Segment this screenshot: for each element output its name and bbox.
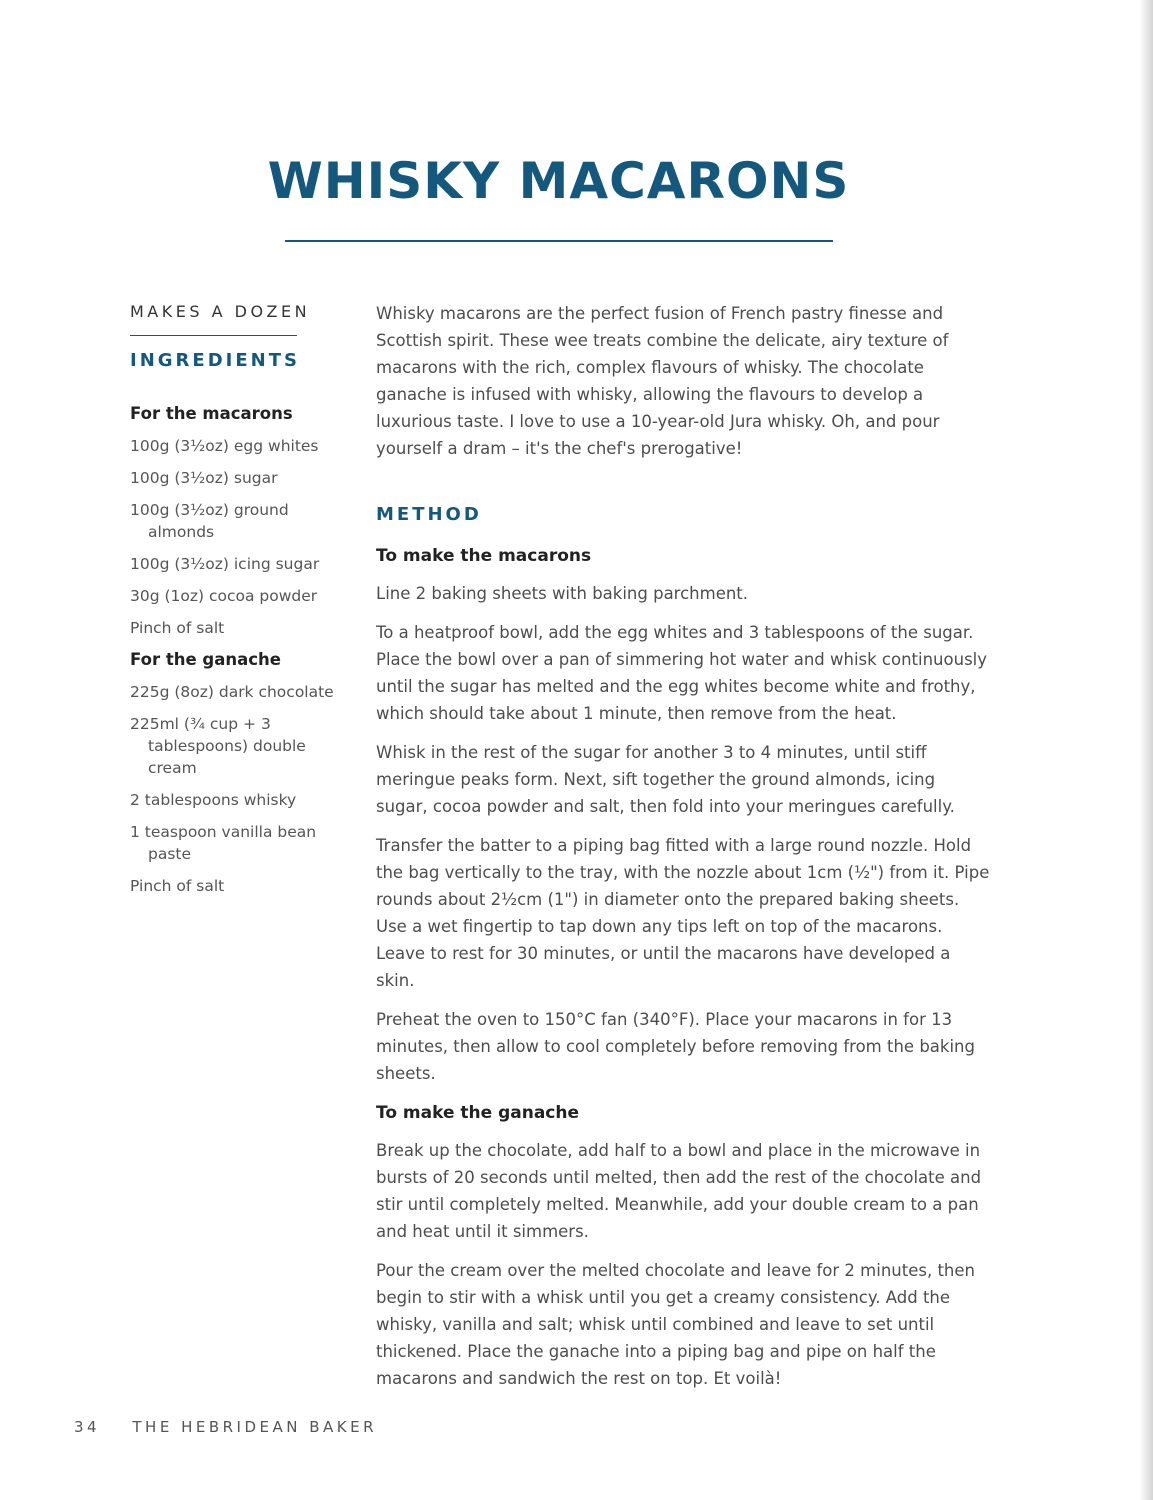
intro-paragraph: Whisky macarons are the perfect fusion of French pastry finesse and Scottish spirit. These wee treats combine the delicate, airy texture of macarons with the rich, complex flavours of whisky. The chocolate ganache is infused with whisky, allowing the flavours to develop a luxurious taste. I love to use a 10-year-old Jura whisky. Oh, and pour yourself a dram – it's the chef's prerogative! xyxy=(376,304,949,458)
ingredient-item: 100g (3½oz) egg whites xyxy=(130,437,319,455)
ingredient-item: 30g (1oz) cocoa powder xyxy=(130,587,318,605)
recipe-title: WHISKY MACARONS xyxy=(267,152,850,210)
method-step: Line 2 baking sheets with baking parchment. xyxy=(376,584,749,603)
ingredient-item: 100g (3½oz) ground almonds xyxy=(130,501,289,541)
ingredient-list xyxy=(130,435,345,639)
ingredients-column xyxy=(130,300,345,897)
page-edge xyxy=(1139,0,1153,1500)
title-divider xyxy=(285,240,833,242)
method-step: To a heatproof bowl, add the egg whites and 3 tablespoons of the sugar. Place the bowl over a pan of simmering hot water and whisk continuously until the sugar has melted and the egg whites become white and frothy, which should take about 1 minute, then remove from the heat. xyxy=(376,623,988,723)
ingredient-item: 225g (8oz) dark chocolate xyxy=(130,683,334,701)
method-column xyxy=(376,300,991,1392)
ingredient-list xyxy=(130,681,345,897)
book-title: THE HEBRIDEAN BAKER xyxy=(132,1418,378,1436)
method-step: Break up the chocolate, add half to a bowl and place in the microwave in bursts of 20 seconds until melted, then add the rest of the chocolate and stir until completely melted. Meanwhile, add your double cream to a pan and heat until it simmers. xyxy=(376,1141,982,1241)
method-step: Transfer the batter to a piping bag fitted with a large round nozzle. Hold the bag vertically to the tray, with the nozzle about 1cm (½") from it. Pipe rounds about 2½cm (1") in diameter onto the prepared baking sheets. Use a wet fingertip to tap down any tips left on top of the macarons. Leave to rest for 30 minutes, or until the macarons have developed a skin. xyxy=(376,836,990,990)
method-section-title: To make the macarons xyxy=(376,546,592,566)
ingredient-item: 2 tablespoons whisky xyxy=(130,791,297,809)
page-footer xyxy=(74,1416,377,1438)
ingredient-group-title: For the ganache xyxy=(130,650,281,669)
method-step: Preheat the oven to 150°C fan (340°F). Place your macarons in for 13 minutes, then allow to cool completely before removing from the baking sheets. xyxy=(376,1010,975,1083)
method-step: Pour the cream over the melted chocolate and leave for 2 minutes, then begin to stir with a whisk until you get a creamy consistency. Add the whisky, vanilla and salt; whisk until combined and leave to set until thickened. Place the ganache into a piping bag and pipe on half the macarons and sandwich the rest on top. Et voilà! xyxy=(376,1261,975,1388)
method-section-title: To make the ganache xyxy=(376,1103,580,1123)
method-step: Whisk in the rest of the sugar for another 3 to 4 minutes, until stiff meringue peaks form. Next, sift together the ground almonds, icing sugar, cocoa powder and salt, then fold into your meringues carefully. xyxy=(376,743,955,816)
yield-label: MAKES A DOZEN xyxy=(130,302,311,321)
yield-divider xyxy=(130,335,297,336)
ingredient-group-title: For the macarons xyxy=(130,404,293,423)
ingredient-item: Pinch of salt xyxy=(130,877,225,895)
page-number: 34 xyxy=(74,1418,101,1436)
ingredient-item: 225ml (¾ cup + 3 tablespoons) double cream xyxy=(130,715,306,777)
ingredients-heading: INGREDIENTS xyxy=(130,350,300,371)
ingredient-item: 1 teaspoon vanilla bean paste xyxy=(130,823,317,863)
ingredient-item: Pinch of salt xyxy=(130,619,225,637)
ingredient-item: 100g (3½oz) icing sugar xyxy=(130,555,320,573)
method-heading: METHOD xyxy=(376,504,482,525)
ingredient-item: 100g (3½oz) sugar xyxy=(130,469,278,487)
